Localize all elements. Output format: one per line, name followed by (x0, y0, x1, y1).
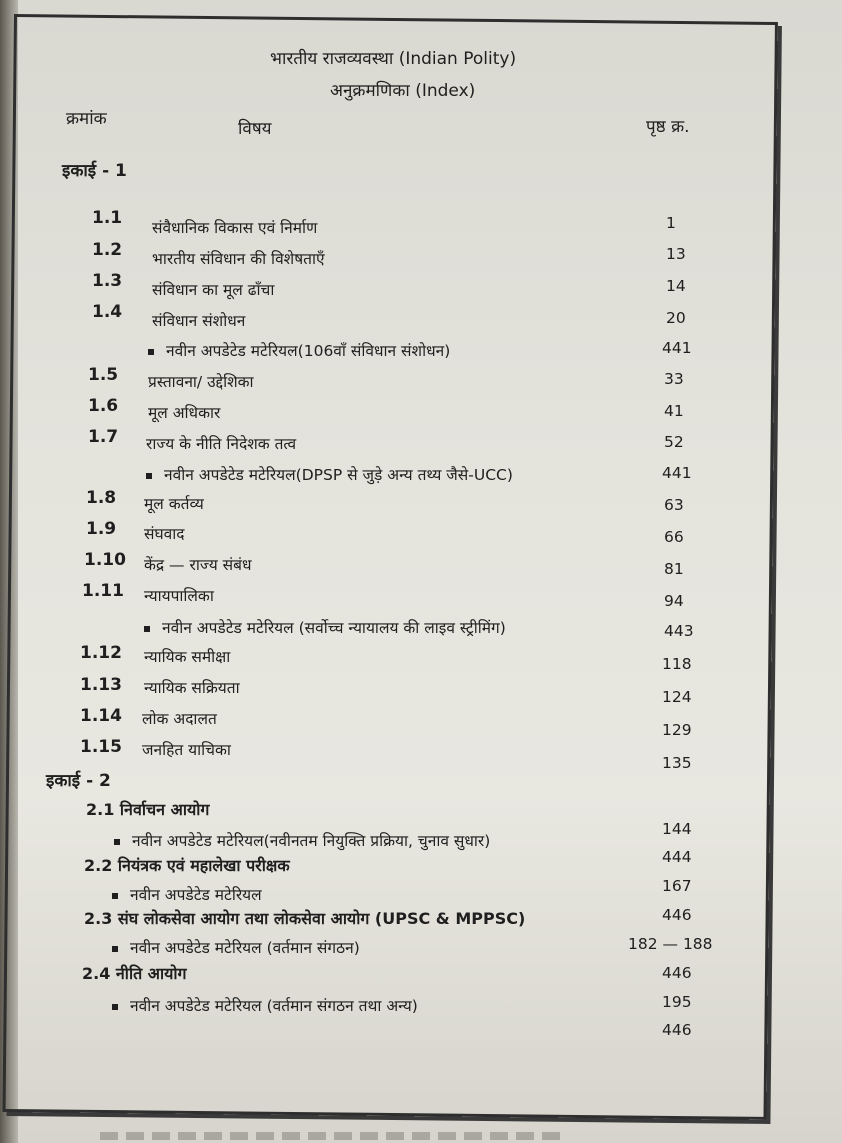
section-number: 1.9 (86, 519, 117, 539)
topic-title: संविधान संशोधन (152, 312, 246, 330)
section-number: 1.2 (92, 240, 123, 260)
section-number: 1.8 (86, 488, 117, 508)
topic-title: मूल अधिकार (148, 404, 221, 422)
page-number: 124 (662, 688, 692, 706)
topic-title: संविधान का मूल ढाँचा (152, 281, 275, 299)
section-number: 1.15 (80, 737, 122, 757)
page-number: 182 — 188 (628, 935, 713, 953)
book-title: भारतीय राजव्यवस्था (Indian Polity) (270, 49, 517, 69)
update-item (112, 936, 360, 958)
update-text: नवीन अपडेटेड मटेरियल (सर्वोच्च न्यायालय की लाइव स्ट्रीमिंग) (162, 619, 506, 637)
page-number: 118 (662, 655, 692, 673)
topic-title: केंद्र — राज्य संबंध (144, 556, 252, 574)
unit-heading: इकाई - 1 (62, 161, 127, 181)
section-number: 1.1 (92, 208, 123, 228)
section-number: 1.14 (80, 706, 122, 726)
bullet-icon (114, 839, 120, 845)
topic-title: 2.4 नीति आयोग (82, 964, 187, 983)
column-header-serial: क्रमांक (66, 109, 107, 129)
topic-title: न्यायिक समीक्षा (144, 648, 231, 666)
update-text: नवीन अपडेटेड मटेरियल(नवीनतम नियुक्ति प्रक्रिया, चुनाव सुधार) (132, 832, 491, 850)
section-number: 1.7 (88, 427, 119, 447)
page-number: 81 (664, 560, 684, 578)
page-number: 446 (662, 906, 692, 924)
index-title: अनुक्रमणिका (Index) (330, 81, 476, 101)
page-number: 446 (662, 964, 692, 982)
topic-title: प्रस्तावना/ उद्देशिका (148, 373, 254, 391)
section-number: 1.4 (92, 302, 123, 322)
bullet-icon (112, 946, 118, 952)
column-header-subject: विषय (238, 119, 272, 139)
update-text: नवीन अपडेटेड मटेरियल (वर्तमान संगठन तथा अन्य) (130, 997, 418, 1015)
topic-title: न्यायपालिका (144, 587, 214, 605)
topic-title: भारतीय संविधान की विशेषताएँ (152, 250, 325, 268)
page-number: 135 (662, 754, 692, 772)
section-number: 1.10 (84, 550, 126, 570)
section-number: 1.13 (80, 675, 122, 695)
section-number: 1.6 (88, 396, 119, 416)
page-number: 20 (666, 309, 686, 327)
page-number: 129 (662, 721, 692, 739)
topic-title: संघवाद (144, 525, 185, 543)
topic-title: राज्य के नीति निदेशक तत्व (146, 435, 297, 453)
update-item (112, 883, 262, 905)
page-number: 13 (666, 245, 686, 263)
page-number: 33 (664, 370, 684, 388)
update-item (148, 339, 450, 361)
section-number: 1.3 (92, 271, 123, 291)
page-number: 63 (664, 496, 684, 514)
page-number: 94 (664, 592, 684, 610)
update-text: नवीन अपडेटेड मटेरियल (130, 886, 262, 904)
bullet-icon (148, 349, 154, 355)
topic-title: मूल कर्तव्य (144, 495, 204, 513)
page-number: 41 (664, 402, 684, 420)
bullet-icon (112, 1004, 118, 1010)
update-item (112, 994, 418, 1016)
next-page-text-strip (100, 1132, 560, 1140)
bullet-icon (146, 473, 152, 479)
page-number: 66 (664, 528, 684, 546)
section-number: 1.5 (88, 365, 119, 385)
page-number: 167 (662, 877, 692, 895)
topic-title: न्यायिक सक्रियता (144, 679, 240, 697)
update-text: नवीन अपडेटेड मटेरियल(DPSP से जुड़े अन्य तथ्य जैसे-UCC) (164, 466, 513, 484)
update-text: नवीन अपडेटेड मटेरियल (वर्तमान संगठन) (130, 939, 360, 957)
page-number: 444 (662, 848, 692, 866)
page-number: 441 (662, 339, 692, 357)
bullet-icon (144, 626, 150, 632)
page-number: 52 (664, 433, 684, 451)
topic-title: 2.3 संघ लोकसेवा आयोग तथा लोकसेवा आयोग (UPSC & MPPSC) (84, 909, 526, 928)
update-text: नवीन अपडेटेड मटेरियल(106वाँ संविधान संशोधन) (166, 342, 451, 360)
bullet-icon (112, 893, 118, 899)
page-number: 195 (662, 993, 692, 1011)
page-number: 443 (664, 622, 694, 640)
update-item (144, 616, 506, 638)
update-item (146, 463, 513, 485)
topic-title: जनहित याचिका (142, 741, 231, 759)
topic-title: संवैधानिक विकास एवं निर्माण (152, 219, 318, 237)
update-item (114, 829, 490, 851)
topic-title: लोक अदालत (142, 710, 217, 728)
page-number: 441 (662, 464, 692, 482)
page-number: 14 (666, 277, 686, 295)
page-number: 446 (662, 1021, 692, 1039)
topic-title: 2.1 निर्वाचन आयोग (86, 800, 210, 819)
page-number: 1 (666, 214, 676, 232)
topic-title: 2.2 नियंत्रक एवं महालेखा परीक्षक (84, 856, 290, 875)
page-number: 144 (662, 820, 692, 838)
unit-heading: इकाई - 2 (46, 771, 111, 791)
section-number: 1.11 (82, 581, 124, 601)
section-number: 1.12 (80, 643, 122, 663)
column-header-page: पृष्ठ क्र. (646, 117, 690, 137)
